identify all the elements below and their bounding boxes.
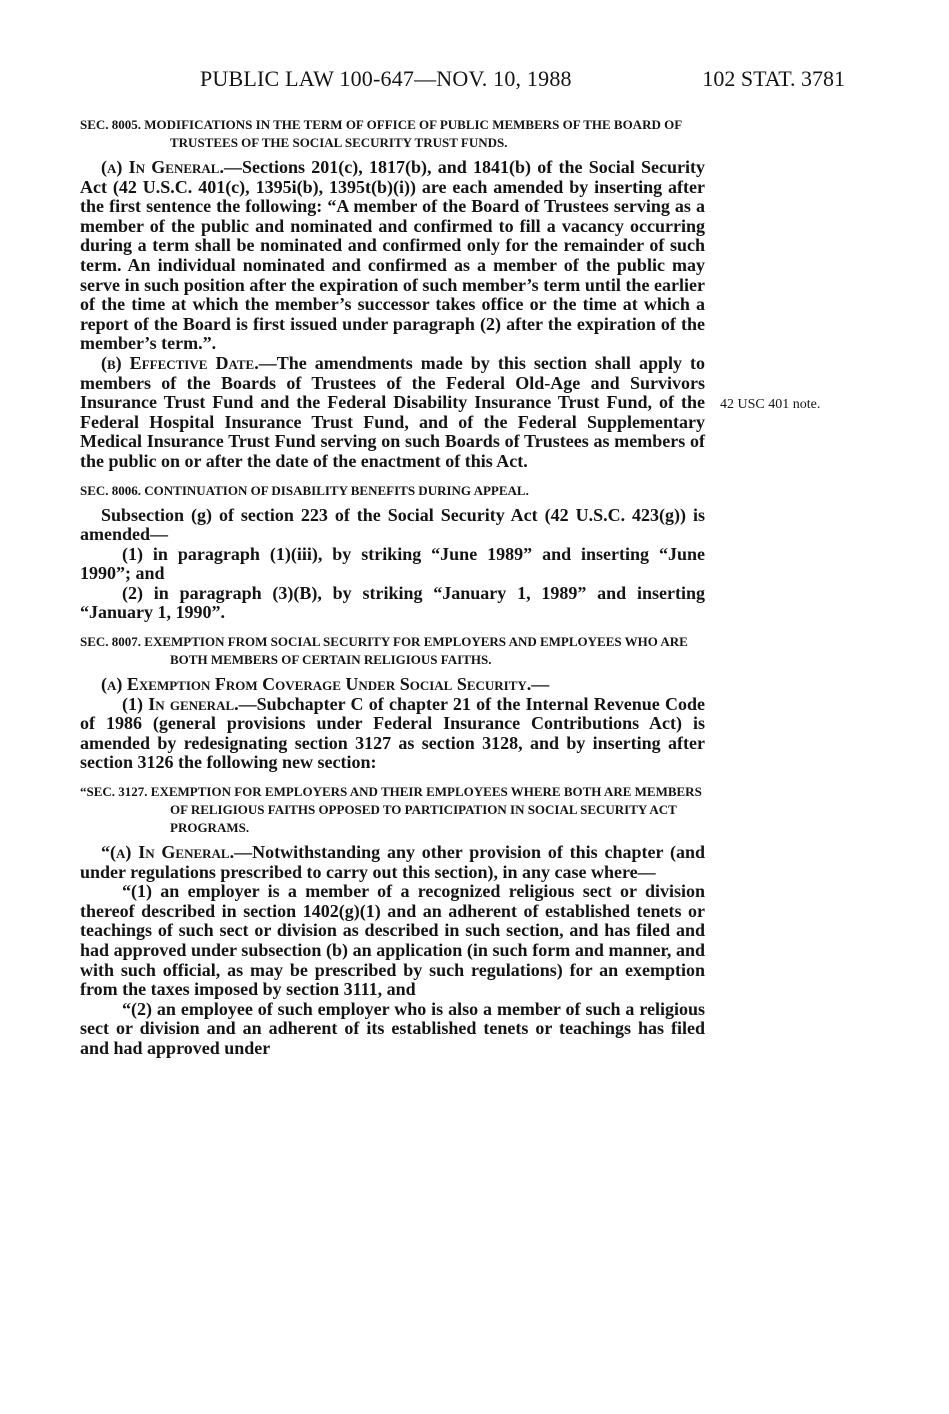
paragraph-8006-item2: (2) in paragraph (3)(B), by striking “January 1, 1989” and inserting “January 1, 1990”.	[80, 582, 705, 623]
section-heading-8007: SEC. 8007. EXEMPTION FROM SOCIAL SECURITY FOR EMPLOYERS AND EMPLOYEES WHO ARE BOTH MEMBERS OF CERTAIN RELIGIOUS FAITHS.	[80, 634, 688, 668]
paragraph-3127-c1: “(1) an employer is a member of a recognized religious sect or division thereof described in section 1402(g)(1) and an adherent of established tenets or teachings of such sect or division as described in such section, and has filed and had approved under subsection (b) an application (in such form and manner, and with such official, as may be prescribed by such regulations) for an exemption from the taxes imposed by section 3111, and	[80, 881, 705, 1000]
margin-note: 42 USC 401 note.	[720, 397, 821, 412]
paragraph-text: —The amendments made by this section shall apply to members of the Boards of Trustees of the Federal Old-Age and Survivors Insurance Trust Fund and the Federal Disability Insurance Trust Fund, of the Federal Hospital Insurance Trust Fund, and of the Federal Supplementary Medical Insurance Trust Fund serving on such Boards of Trustees as members of the public on or after the date of the enactment of this Act.	[80, 352, 705, 471]
paragraph-8005-a	[80, 158, 705, 354]
section-heading-8006: SEC. 8006. CONTINUATION OF DISABILITY BENEFITS DURING APPEAL.	[80, 482, 529, 498]
paragraph-text: —Subchapter C of chapter 21 of the Internal Revenue Code of 1986 (general provisions under Federal Insurance Contributions Act) is amended by redesignating section 3127 as section 3128, and by inserting after section 3126 the following new section:	[80, 693, 705, 773]
paragraph-8006-item1: (1) in paragraph (1)(iii), by striking “June 1989” and inserting “June 1990”; and	[80, 543, 705, 584]
paragraph-3127-a	[80, 843, 705, 882]
paragraph-text: —Notwithstanding any other provision of this chapter (and under regulations prescribed to carry out this section), in any case where—	[80, 842, 705, 882]
section-heading-8005: SEC. 8005. MODIFICATIONS IN THE TERM OF OFFICE OF PUBLIC MEMBERS OF THE BOARD OF TRUSTEES OF THE SOCIAL SECURITY TRUST FUNDS.	[80, 117, 682, 150]
section-heading-3127: “SEC. 3127. EXEMPTION FOR EMPLOYERS AND THEIR EMPLOYEES WHERE BOTH ARE MEMBERS OF RELIGIOUS FAITHS OPPOSED TO PARTICIPATION IN SOCIAL SECURITY ACT PROGRAMS.	[80, 784, 702, 836]
paragraph-text: —Sections 201(c), 1817(b), and 1841(b) of the Social Security Act (42 U.S.C. 401(c), 1395i(b), 1395t(b)(i)) are each amended by inserting after the first sentence the following: “A member of the Board of Trustees serving as a member of the public and nominated and confirmed to fill a vacancy occurring during a term shall be nominated and confirmed only for the remainder of such term. An individual nominated and confirmed as a member of the public may serve in such position after the expiration of such member’s term until the earlier of the time at which the member’s successor takes office or the time at which a report of the Board is first issued under paragraph (2) after the expiration of the member’s term.”.	[80, 157, 705, 354]
paragraph-8007-a	[80, 675, 705, 695]
paragraph-heading: (1) In general.	[122, 693, 239, 714]
paragraph-8007-1	[80, 695, 705, 773]
document-body	[80, 116, 705, 1059]
page-header-stat: 102 STAT. 3781	[702, 66, 845, 91]
subsection-heading: (b) Effective Date.	[101, 352, 259, 373]
subsection-heading: “(a) In General.	[101, 842, 235, 863]
page-header-title: PUBLIC LAW 100-647—NOV. 10, 1988	[200, 66, 572, 91]
paragraph-8006-intro: Subsection (g) of section 223 of the Social Security Act (42 U.S.C. 423(g)) is amended—	[80, 504, 705, 545]
subsection-heading: (a) In General.	[101, 157, 224, 177]
paragraph-3127-c2: “(2) an employee of such employer who is also a member of such a religious sect or division and an adherent of its established tenets or teachings has filed and had approved under	[80, 998, 705, 1058]
subsection-heading: (a) Exemption From Coverage Under Social Security.—	[101, 674, 550, 695]
paragraph-8005-b	[80, 354, 705, 472]
